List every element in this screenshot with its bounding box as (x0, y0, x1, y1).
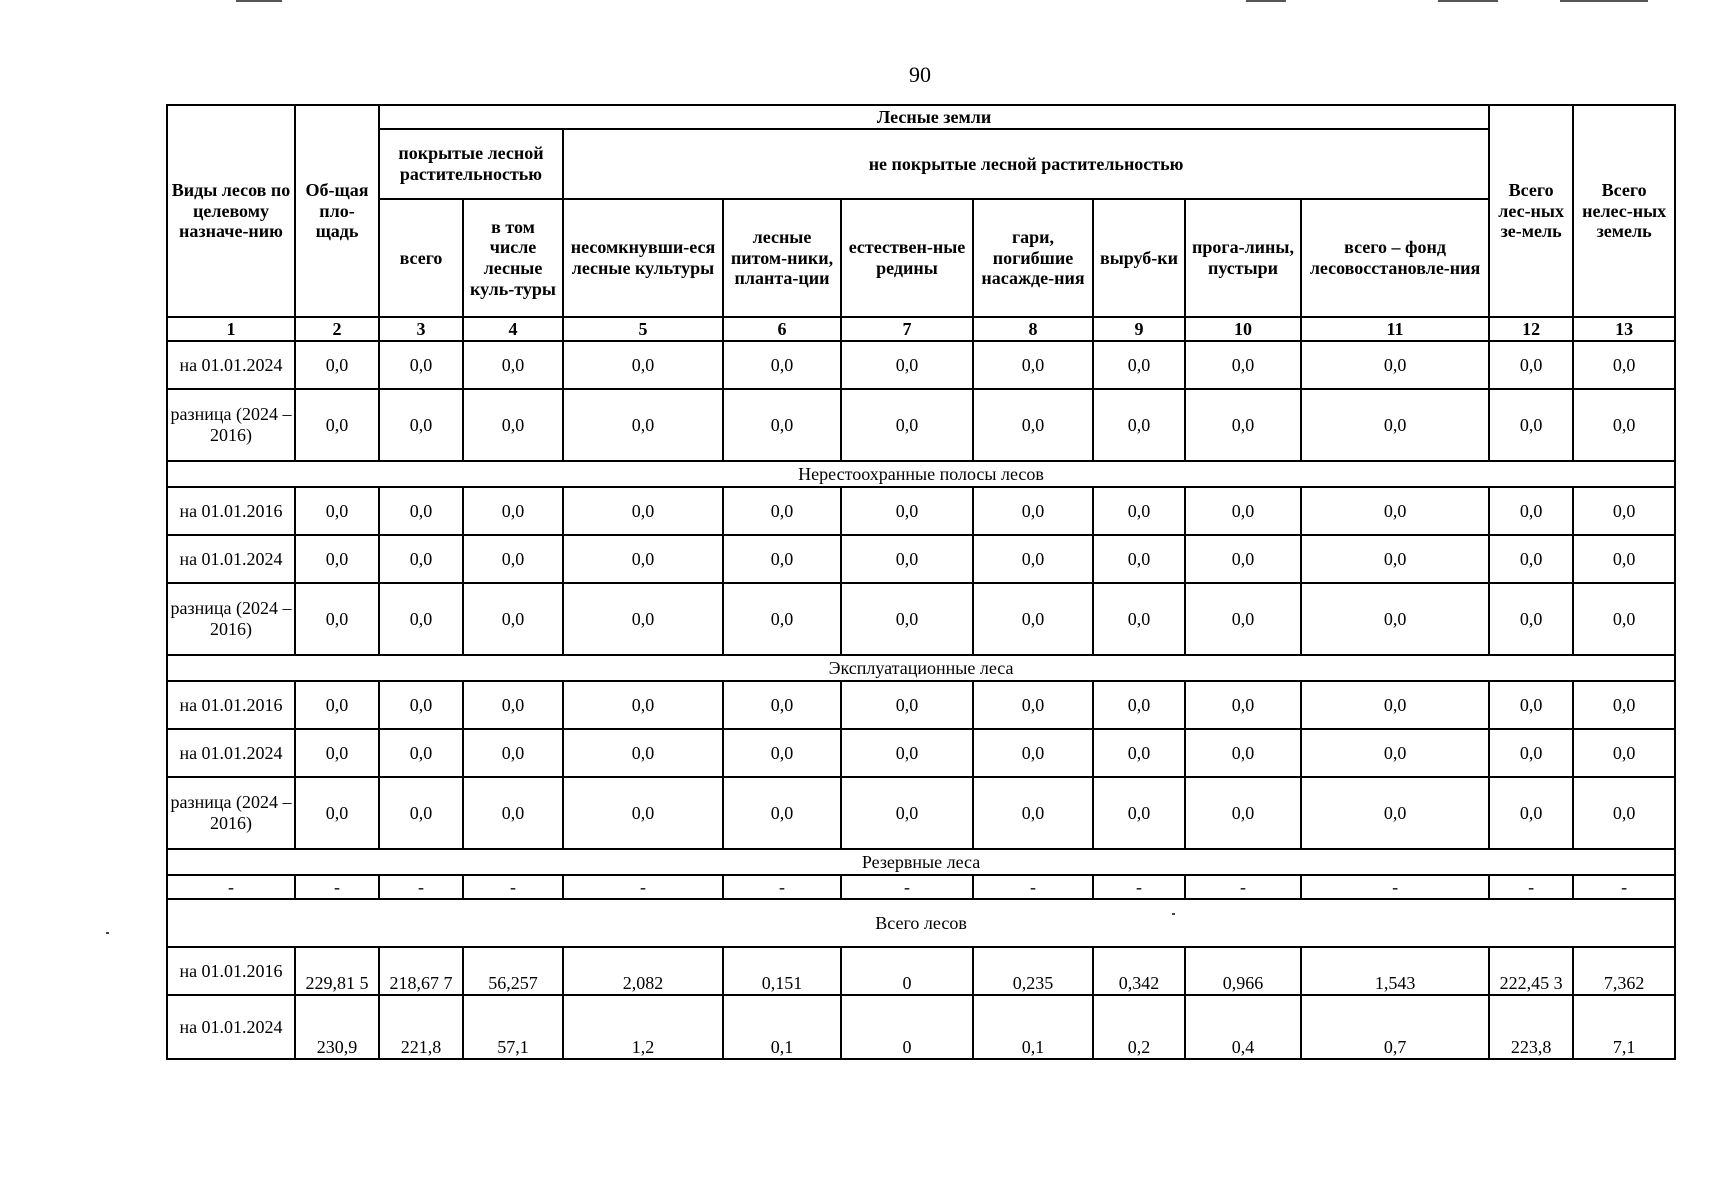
table-cell: 0,0 (1489, 729, 1573, 777)
table-cell: 0,0 (295, 583, 379, 655)
header-cuttings: выруб-ки (1093, 199, 1185, 317)
top-edge-line (1560, 0, 1648, 2)
table-cell: 0,0 (1573, 487, 1675, 535)
table-cell: 0,0 (1093, 583, 1185, 655)
table-cell: 0,0 (1093, 729, 1185, 777)
table-cell: 0,0 (379, 729, 463, 777)
table-cell: 0,0 (463, 681, 563, 729)
table-cell: 0,0 (1301, 487, 1489, 535)
table-cell: 223,8 (1489, 995, 1573, 1059)
section-title: Нерестоохранные полосы лесов (167, 461, 1675, 487)
table-cell: 0,0 (723, 487, 841, 535)
table-cell: 0,0 (973, 341, 1093, 389)
table-cell: 0,1 (973, 995, 1093, 1059)
table-cell: 0,966 (1185, 947, 1301, 995)
header-covered: покрытые лесной растительностью (379, 129, 563, 199)
table-cell: - (463, 875, 563, 899)
table-cell: 7,362 (1573, 947, 1675, 995)
table-row (167, 487, 1675, 535)
table-cell: 0,0 (841, 729, 973, 777)
row-label: на 01.01.2016 (167, 487, 295, 535)
column-number: 9 (1093, 317, 1185, 341)
table-cell: 0,0 (563, 583, 723, 655)
table-cell: 0,0 (1301, 729, 1489, 777)
table-cell: 0,0 (723, 535, 841, 583)
table-row (167, 341, 1675, 389)
table-cell: 0,0 (1185, 341, 1301, 389)
table-cell: 0,0 (1301, 583, 1489, 655)
column-number-row (167, 317, 1675, 341)
table-cell: 0,0 (973, 487, 1093, 535)
row-label: на 01.01.2024 (167, 535, 295, 583)
table-row (167, 947, 1675, 995)
column-number: 3 (379, 317, 463, 341)
column-number: 5 (563, 317, 723, 341)
row-label: на 01.01.2024 (167, 341, 295, 389)
table-cell: 0,0 (1489, 777, 1573, 849)
table-cell: 0,0 (563, 535, 723, 583)
table-cell: 0,0 (841, 583, 973, 655)
column-number: 10 (1185, 317, 1301, 341)
table-cell: 0,0 (1185, 681, 1301, 729)
table-cell: 218,67 7 (379, 947, 463, 995)
table-cell: 0,0 (295, 681, 379, 729)
table-cell: 0,0 (973, 389, 1093, 461)
header-glades: прога-лины, пустыри (1185, 199, 1301, 317)
header-nurseries: лесные питом-ники, планта-ции (723, 199, 841, 317)
column-number: 6 (723, 317, 841, 341)
header-forest-type: Виды лесов по целевому назначе-нию (167, 105, 295, 317)
column-number: 2 (295, 317, 379, 341)
table-row (167, 535, 1675, 583)
row-label: на 01.01.2024 (167, 729, 295, 777)
table-cell: 0,0 (1301, 389, 1489, 461)
table-cell: 0,0 (295, 777, 379, 849)
table-row (167, 777, 1675, 849)
table-cell: 2,082 (563, 947, 723, 995)
table-cell: 0,0 (463, 729, 563, 777)
table-cell: 0,0 (841, 389, 973, 461)
table-cell: 0,7 (1301, 995, 1489, 1059)
table-cell: - (1573, 875, 1675, 899)
table-cell: 0,0 (1093, 681, 1185, 729)
table-cell: 0,0 (1185, 583, 1301, 655)
table-cell: 0,0 (973, 681, 1093, 729)
header-covered-total: всего (379, 199, 463, 317)
table-cell: 0,342 (1093, 947, 1185, 995)
table-cell: 0,0 (295, 487, 379, 535)
table-cell: 0,0 (1489, 583, 1573, 655)
table-cell: - (723, 875, 841, 899)
table-cell: - (563, 875, 723, 899)
table-cell: 57,1 (463, 995, 563, 1059)
table-cell: 0 (841, 995, 973, 1059)
header-reforestation-fund: всего – фонд лесовосстановле-ния (1301, 199, 1489, 317)
table-cell: 0,0 (841, 681, 973, 729)
table-row (167, 583, 1675, 655)
table-cell: 0,0 (1573, 341, 1675, 389)
table-cell: 0,0 (1185, 729, 1301, 777)
table-cell: - (1093, 875, 1185, 899)
table-cell: 0,0 (295, 729, 379, 777)
table-cell: 0,0 (723, 729, 841, 777)
table-cell: 0,0 (841, 777, 973, 849)
table-cell: 0,2 (1093, 995, 1185, 1059)
row-label: разница (2024 – 2016) (167, 389, 295, 461)
table-cell: 0,0 (1489, 681, 1573, 729)
table-cell: - (841, 875, 973, 899)
table-row (167, 875, 1675, 899)
table-cell: 0,0 (1093, 389, 1185, 461)
table-cell: 0,0 (723, 681, 841, 729)
section-title: Эксплуатационные леса (167, 655, 1675, 681)
table-cell: 0,1 (723, 995, 841, 1059)
table-cell: 56,257 (463, 947, 563, 995)
header-not-covered: не покрытые лесной растительностью (563, 129, 1489, 199)
table-cell: 0,0 (1301, 341, 1489, 389)
table-cell: 0,0 (1489, 535, 1573, 583)
table-cell: - (1489, 875, 1573, 899)
table-cell: 0,0 (379, 341, 463, 389)
table-cell: 0,0 (1185, 535, 1301, 583)
table-cell: 0,0 (723, 583, 841, 655)
table-cell: 0,0 (723, 777, 841, 849)
table-cell: - (973, 875, 1093, 899)
table-cell: - (167, 875, 295, 899)
table-cell: 0,0 (379, 681, 463, 729)
section-title: Всего лесов (167, 899, 1675, 947)
column-number: 7 (841, 317, 973, 341)
table-cell: 0,0 (379, 777, 463, 849)
table-cell: - (1185, 875, 1301, 899)
table-cell: 0,151 (723, 947, 841, 995)
table-cell: 0,0 (1185, 389, 1301, 461)
table-cell: 0,0 (563, 487, 723, 535)
header-unclosed-cultures: несомкнувши-еся лесные культуры (563, 199, 723, 317)
row-label: разница (2024 – 2016) (167, 777, 295, 849)
top-edge-line (236, 0, 282, 2)
column-number: 1 (167, 317, 295, 341)
table-cell: 0,0 (973, 729, 1093, 777)
table-cell: 0,0 (973, 535, 1093, 583)
column-number: 13 (1573, 317, 1675, 341)
row-label: на 01.01.2016 (167, 947, 295, 995)
header-total-area: Об-щая пло-щадь (295, 105, 379, 317)
column-number: 12 (1489, 317, 1573, 341)
header-total-forest-lands: Всего лес-ных зе-мель (1489, 105, 1573, 317)
table-cell: 0,0 (1093, 487, 1185, 535)
table-row (167, 729, 1675, 777)
table-cell: 0,0 (1489, 389, 1573, 461)
scan-speck (106, 932, 109, 934)
table-cell: 0,0 (723, 341, 841, 389)
header-total-nonforest-lands: Всего нелес-ных земель (1573, 105, 1675, 317)
table-cell: 7,1 (1573, 995, 1675, 1059)
table-cell: 0,0 (463, 777, 563, 849)
table-cell: 0,4 (1185, 995, 1301, 1059)
table-cell: 230,9 (295, 995, 379, 1059)
header-covered-cultures: в том числе лесные куль-туры (463, 199, 563, 317)
table-cell: - (295, 875, 379, 899)
top-edge-line (1246, 0, 1286, 2)
table-cell: 0,0 (1573, 389, 1675, 461)
table-cell: 0,0 (295, 535, 379, 583)
table-cell: 0,0 (1093, 535, 1185, 583)
column-number: 4 (463, 317, 563, 341)
table-cell: 0,0 (1489, 341, 1573, 389)
table-cell: 0,0 (1185, 777, 1301, 849)
table-cell: 0,0 (1185, 487, 1301, 535)
table-cell: 1,543 (1301, 947, 1489, 995)
table-cell: 0,0 (841, 487, 973, 535)
table-cell: 0,0 (1573, 535, 1675, 583)
table-cell: 0,0 (563, 341, 723, 389)
table-cell: 0,0 (295, 389, 379, 461)
table-cell: 222,45 3 (1489, 947, 1573, 995)
table-cell: 0,0 (463, 583, 563, 655)
column-number: 11 (1301, 317, 1489, 341)
table-cell: - (1301, 875, 1489, 899)
table-cell: 0,0 (1301, 681, 1489, 729)
column-number: 8 (973, 317, 1093, 341)
table-row (167, 681, 1675, 729)
table-cell: 229,81 5 (295, 947, 379, 995)
table-cell: 0,0 (1093, 777, 1185, 849)
table-row (167, 995, 1675, 1059)
table-cell: 0,0 (379, 487, 463, 535)
table-cell: 0,0 (1573, 777, 1675, 849)
table-cell: 0,0 (563, 729, 723, 777)
row-label: разница (2024 – 2016) (167, 583, 295, 655)
table-cell: 0,0 (1573, 681, 1675, 729)
top-edge-line (1438, 0, 1498, 2)
table-cell: 0,0 (973, 583, 1093, 655)
page-number: 90 (909, 62, 931, 87)
table-cell: 0,0 (1573, 729, 1675, 777)
table-cell: 0,0 (841, 535, 973, 583)
table-cell: - (379, 875, 463, 899)
table-cell: 0 (841, 947, 973, 995)
table-cell: 0,0 (379, 535, 463, 583)
table-cell: 0,0 (463, 535, 563, 583)
row-label: на 01.01.2016 (167, 681, 295, 729)
table-cell: 0,0 (463, 389, 563, 461)
table-cell: 0,235 (973, 947, 1093, 995)
forest-lands-table (166, 104, 1676, 1060)
table-cell: 0,0 (973, 777, 1093, 849)
table-cell: 0,0 (563, 777, 723, 849)
table-cell: 0,0 (463, 487, 563, 535)
table-cell: 0,0 (295, 341, 379, 389)
table-cell: 0,0 (1301, 535, 1489, 583)
table-cell: 0,0 (1301, 777, 1489, 849)
row-label: на 01.01.2024 (167, 995, 295, 1059)
table-cell: 0,0 (1093, 341, 1185, 389)
table-cell: 0,0 (723, 389, 841, 461)
table-cell: 0,0 (1573, 583, 1675, 655)
header-sparse: естествен-ные редины (841, 199, 973, 317)
table-cell: 1,2 (563, 995, 723, 1059)
section-title: Резервные леса (167, 849, 1675, 875)
table-cell: 0,0 (379, 389, 463, 461)
table-cell: 0,0 (841, 341, 973, 389)
header-burnt: гари, погибшие насажде-ния (973, 199, 1093, 317)
table-cell: 221,8 (379, 995, 463, 1059)
table-cell: 0,0 (463, 341, 563, 389)
table-cell: 0,0 (563, 389, 723, 461)
table-cell: 0,0 (1489, 487, 1573, 535)
table-cell: 0,0 (563, 681, 723, 729)
header-forest-lands: Лесные земли (379, 105, 1489, 129)
table-cell: 0,0 (379, 583, 463, 655)
table-row (167, 389, 1675, 461)
